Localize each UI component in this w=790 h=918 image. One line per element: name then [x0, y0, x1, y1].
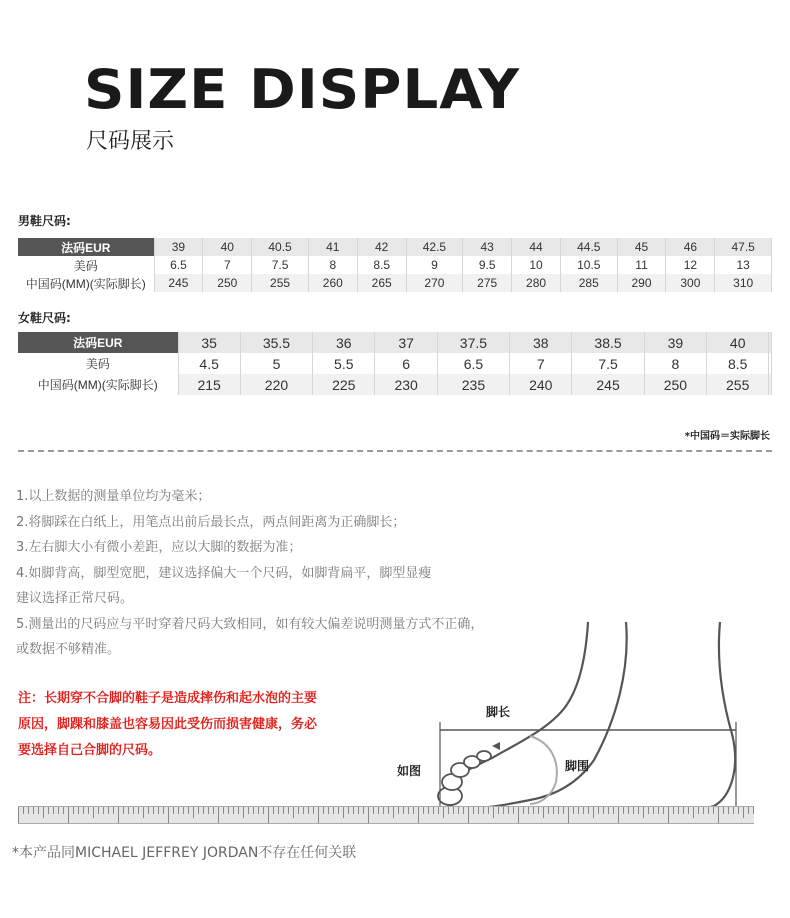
ruler-tick: [228, 807, 229, 814]
size-row: [18, 353, 772, 374]
ruler-tick: [88, 807, 89, 814]
ruler-tick: [213, 807, 214, 814]
ruler-tick: [238, 807, 239, 814]
size-cell: 10.5: [560, 256, 617, 274]
ruler-tick: [568, 807, 569, 823]
size-cell: 7.5: [252, 256, 309, 274]
ruler-tick: [488, 807, 489, 814]
ruler-tick: [248, 807, 249, 814]
size-cell: 245: [154, 274, 203, 292]
ruler-tick: [178, 807, 179, 814]
ruler-tick: [118, 807, 119, 823]
size-cell: 7: [203, 256, 252, 274]
size-cell: 275: [463, 274, 512, 292]
ruler-tick: [633, 807, 634, 814]
size-cell: 42.5: [406, 238, 463, 256]
ruler-tick: [738, 807, 739, 814]
size-cell: 12: [666, 256, 715, 274]
ruler-tick: [333, 807, 334, 814]
ruler-tick: [193, 807, 194, 818]
size-cell: 43: [463, 238, 512, 256]
ruler-tick: [348, 807, 349, 814]
ruler-tick: [718, 807, 719, 823]
size-row: [18, 256, 772, 274]
ruler-tick: [328, 807, 329, 814]
ruler-tick: [693, 807, 694, 818]
ruler-tick: [513, 807, 514, 814]
ruler-tick: [463, 807, 464, 814]
ruler-tick: [278, 807, 279, 814]
size-cell: 35: [178, 332, 240, 353]
ruler-tick: [648, 807, 649, 814]
ruler-tick: [533, 807, 534, 814]
ruler-tick: [753, 807, 754, 814]
ruler-tick: [323, 807, 324, 814]
ruler-tick: [428, 807, 429, 814]
ruler-tick: [243, 807, 244, 818]
men-size-table: [18, 238, 772, 292]
ruler-tick: [748, 807, 749, 814]
warning-line: 原因，脚踝和膝盖也容易因此受伤而损害健康，务必: [18, 717, 318, 732]
ruler-tick: [578, 807, 579, 814]
ruler-tick: [443, 807, 444, 818]
ruler-tick: [43, 807, 44, 818]
ruler-tick: [73, 807, 74, 814]
size-row-header: 美码: [18, 353, 178, 374]
ruler-tick: [643, 807, 644, 818]
page-title: SIZE DISPLAY: [84, 58, 521, 121]
size-cell: 270: [406, 274, 463, 292]
ruler-tick: [253, 807, 254, 814]
ruler-tick: [208, 807, 209, 814]
ruler-tick: [703, 807, 704, 814]
size-cell: 290: [617, 274, 666, 292]
ruler-tick: [368, 807, 369, 823]
size-cell: 6.5: [437, 353, 509, 374]
ruler-tick: [173, 807, 174, 814]
ruler-tick: [273, 807, 274, 814]
size-cell: [769, 353, 772, 374]
ruler-tick: [288, 807, 289, 814]
size-cell: 250: [644, 374, 706, 395]
size-cell: 6.5: [154, 256, 203, 274]
size-cell: 250: [203, 274, 252, 292]
size-cell: 8.5: [707, 353, 769, 374]
note-line: 5.测量出的尺码应与平时穿着尺码大致相同，如有较大偏差说明测量方式不正确，: [16, 616, 484, 632]
ruler-tick: [653, 807, 654, 814]
ruler-tick: [553, 807, 554, 814]
ruler-tick: [563, 807, 564, 814]
ruler-tick: [638, 807, 639, 814]
size-cell: 310: [715, 274, 772, 292]
size-cell: 9.5: [463, 256, 512, 274]
ruler-tick: [558, 807, 559, 814]
ruler-tick: [123, 807, 124, 814]
ruler-tick: [233, 807, 234, 814]
ruler-tick: [728, 807, 729, 814]
size-cell: 4.5: [178, 353, 240, 374]
ruler-tick: [388, 807, 389, 814]
ruler-tick: [623, 807, 624, 814]
ruler-tick: [608, 807, 609, 814]
ruler-tick: [543, 807, 544, 818]
ruler-tick: [93, 807, 94, 818]
size-cell: 255: [707, 374, 769, 395]
size-cell: 8: [644, 353, 706, 374]
ruler-tick: [58, 807, 59, 814]
ruler-tick: [153, 807, 154, 814]
measuring-ruler: [18, 806, 754, 824]
size-row-header: 美码: [18, 256, 154, 274]
size-cell: 44: [512, 238, 561, 256]
ruler-tick: [528, 807, 529, 814]
ruler-tick: [103, 807, 104, 814]
ruler-tick: [313, 807, 314, 814]
ruler-tick: [518, 807, 519, 823]
ruler-tick: [523, 807, 524, 814]
ruler-tick: [298, 807, 299, 814]
size-row-header: 中国码(MM)(实际脚长): [18, 274, 154, 292]
size-cell: 8: [308, 256, 357, 274]
size-row-header: 法码EUR: [18, 238, 154, 256]
ruler-tick: [138, 807, 139, 814]
ruler-tick: [383, 807, 384, 814]
ruler-tick: [133, 807, 134, 814]
ruler-tick: [708, 807, 709, 814]
size-cell: 40: [707, 332, 769, 353]
ruler-tick: [293, 807, 294, 818]
ruler-tick: [338, 807, 339, 814]
size-cell: 41: [308, 238, 357, 256]
ruler-tick: [733, 807, 734, 814]
disclaimer-note: *本产品同MICHAEL JEFFREY JORDAN不存在任何关联: [12, 845, 357, 861]
ruler-tick: [128, 807, 129, 814]
ruler-tick: [548, 807, 549, 814]
ruler-tick: [203, 807, 204, 814]
ruler-tick: [483, 807, 484, 814]
ruler-tick: [663, 807, 664, 814]
ruler-tick: [183, 807, 184, 814]
ruler-tick: [628, 807, 629, 814]
ruler-tick: [148, 807, 149, 814]
women-size-label: 女鞋尺码:: [18, 311, 71, 325]
ruler-tick: [258, 807, 259, 814]
note-line: 1.以上数据的测量单位均为毫米；: [16, 489, 211, 504]
dashed-divider: [18, 450, 772, 452]
ruler-tick: [373, 807, 374, 814]
size-cell: 46: [666, 238, 715, 256]
size-cell: 8.5: [357, 256, 406, 274]
size-cell: 47.5: [715, 238, 772, 256]
note-line: 或数据不够精准。: [16, 642, 121, 657]
ruler-tick: [218, 807, 219, 823]
ruler-tick: [78, 807, 79, 814]
note-line: 建议选择正常尺码。: [16, 591, 134, 606]
size-cell: 37: [375, 332, 437, 353]
warning-line: 注：长期穿不合脚的鞋子是造成摔伤和起水泡的主要: [18, 691, 318, 706]
ruler-tick: [468, 807, 469, 823]
ruler-tick: [68, 807, 69, 823]
ruler-tick: [303, 807, 304, 814]
size-cell: 39: [154, 238, 203, 256]
size-cell: 255: [252, 274, 309, 292]
size-cell: 7: [510, 353, 572, 374]
ruler-tick: [63, 807, 64, 814]
ruler-tick: [143, 807, 144, 818]
ruler-tick: [158, 807, 159, 814]
size-row: [18, 374, 772, 395]
foot-girth-label: 脚围: [565, 759, 590, 773]
ruler-tick: [283, 807, 284, 814]
as-shown-label: 如图: [397, 764, 422, 778]
ruler-tick: [478, 807, 479, 814]
size-cell: 5.5: [313, 353, 375, 374]
size-row: [18, 238, 772, 256]
ruler-tick: [573, 807, 574, 814]
ruler-tick: [53, 807, 54, 814]
ruler-tick: [588, 807, 589, 814]
ruler-tick: [263, 807, 264, 814]
size-row-header: 中国码(MM)(实际脚长): [18, 374, 178, 395]
ruler-tick: [453, 807, 454, 814]
size-cell: 9: [406, 256, 463, 274]
note-line: 2.将脚踩在白纸上，用笔点出前后最长点，两点间距离为正确脚长；: [16, 514, 406, 530]
warning-line: 要选择自己合脚的尺码。: [18, 743, 162, 758]
size-cell: 42: [357, 238, 406, 256]
ruler-tick: [618, 807, 619, 823]
ruler-tick: [438, 807, 439, 814]
size-cell: 37.5: [437, 332, 509, 353]
ruler-tick: [378, 807, 379, 814]
size-cell: 240: [510, 374, 572, 395]
ruler-tick: [393, 807, 394, 818]
ruler-tick: [308, 807, 309, 814]
ruler-tick: [678, 807, 679, 814]
women-size-table: [18, 332, 772, 395]
size-cell: 245: [572, 374, 644, 395]
ruler-tick: [413, 807, 414, 814]
size-cell: 7.5: [572, 353, 644, 374]
size-cell: 40: [203, 238, 252, 256]
ruler-tick: [38, 807, 39, 814]
ruler-tick: [743, 807, 744, 818]
size-cell: 6: [375, 353, 437, 374]
size-cell: 45: [617, 238, 666, 256]
ruler-tick: [713, 807, 714, 814]
size-cell: 280: [512, 274, 561, 292]
note-line: 3.左右脚大小有微小差距，应以大脚的数据为准；: [16, 540, 302, 555]
ruler-tick: [493, 807, 494, 818]
ruler-tick: [658, 807, 659, 814]
size-row: [18, 332, 772, 353]
ruler-tick: [98, 807, 99, 814]
china-size-note: *中国码＝实际脚长: [684, 431, 770, 442]
ruler-tick: [598, 807, 599, 814]
ruler-tick: [223, 807, 224, 814]
ruler-tick: [343, 807, 344, 818]
ruler-tick: [168, 807, 169, 823]
page-subtitle: 尺码展示: [86, 129, 175, 154]
ruler-tick: [583, 807, 584, 814]
ruler-tick: [473, 807, 474, 814]
warning-note: [18, 686, 317, 764]
ruler-tick: [358, 807, 359, 814]
ruler-tick: [353, 807, 354, 814]
size-cell: 10: [512, 256, 561, 274]
ruler-tick: [683, 807, 684, 814]
size-cell: 40.5: [252, 238, 309, 256]
size-cell: 38.5: [572, 332, 644, 353]
size-cell: 230: [375, 374, 437, 395]
ruler-tick: [108, 807, 109, 814]
ruler-tick: [163, 807, 164, 814]
ruler-tick: [268, 807, 269, 823]
ruler-tick: [408, 807, 409, 814]
size-cell: 300: [666, 274, 715, 292]
size-cell: 285: [560, 274, 617, 292]
ruler-tick: [538, 807, 539, 814]
size-cell: 260: [308, 274, 357, 292]
ruler-tick: [503, 807, 504, 814]
ruler-tick: [433, 807, 434, 814]
ruler-tick: [418, 807, 419, 823]
ruler-tick: [198, 807, 199, 814]
size-cell: 13: [715, 256, 772, 274]
ruler-tick: [28, 807, 29, 814]
ruler-tick: [698, 807, 699, 814]
size-cell: 39: [644, 332, 706, 353]
ruler-tick: [363, 807, 364, 814]
ruler-tick: [603, 807, 604, 814]
size-row: [18, 274, 772, 292]
ruler-tick: [673, 807, 674, 814]
size-cell: 265: [357, 274, 406, 292]
ruler-tick: [593, 807, 594, 818]
ruler-tick: [113, 807, 114, 814]
note-line: 4.如脚背高，脚型宽肥，建议选择偏大一个尺码，如脚背扁平，脚型显瘦: [16, 565, 432, 581]
ruler-tick: [33, 807, 34, 814]
ruler-tick: [18, 807, 19, 823]
ruler-tick: [403, 807, 404, 814]
ruler-tick: [398, 807, 399, 814]
size-cell: 35.5: [240, 332, 312, 353]
ruler-tick: [318, 807, 319, 823]
ruler-tick: [48, 807, 49, 814]
size-cell: 44.5: [560, 238, 617, 256]
size-cell: 215: [178, 374, 240, 395]
ruler-tick: [448, 807, 449, 814]
ruler-tick: [723, 807, 724, 814]
size-cell: 38: [510, 332, 572, 353]
ruler-tick: [613, 807, 614, 814]
size-cell: 5: [240, 353, 312, 374]
ruler-tick: [688, 807, 689, 814]
size-cell: 220: [240, 374, 312, 395]
size-cell: [769, 332, 772, 353]
ruler-tick: [498, 807, 499, 814]
size-cell: 225: [313, 374, 375, 395]
men-size-label: 男鞋尺码:: [18, 214, 71, 228]
ruler-tick: [423, 807, 424, 814]
size-cell: [769, 374, 772, 395]
ruler-tick: [83, 807, 84, 814]
ruler-tick: [188, 807, 189, 814]
ruler-tick: [23, 807, 24, 814]
size-cell: 11: [617, 256, 666, 274]
foot-length-label: 脚长: [486, 705, 511, 719]
size-cell: 36: [313, 332, 375, 353]
ruler-tick: [508, 807, 509, 814]
size-cell: 235: [437, 374, 509, 395]
ruler-tick: [668, 807, 669, 823]
ruler-tick: [458, 807, 459, 814]
size-row-header: 法码EUR: [18, 332, 178, 353]
